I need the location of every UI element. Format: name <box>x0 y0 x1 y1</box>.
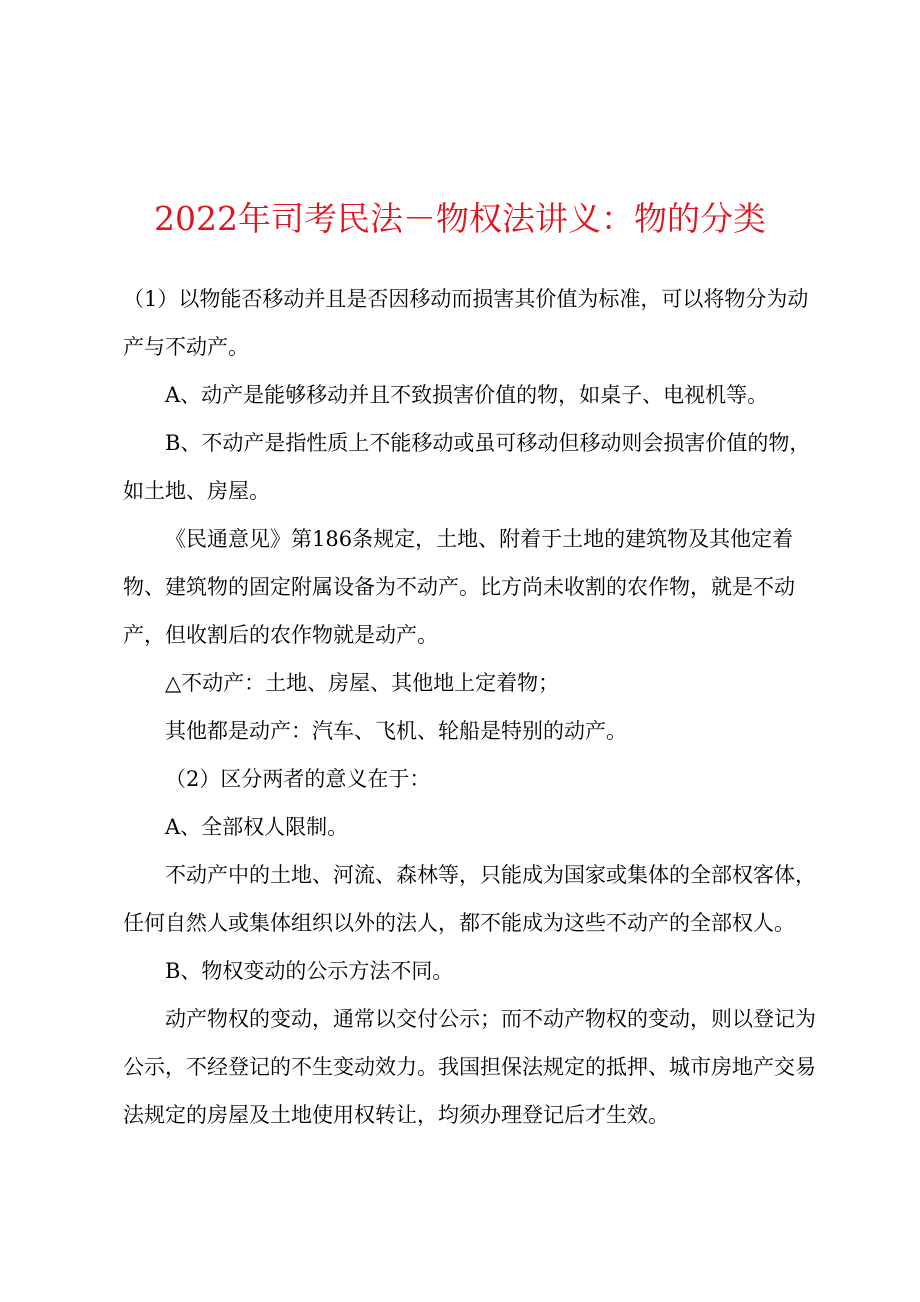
paragraph-10: B、物权变动的公示方法不同。 <box>165 959 454 983</box>
paragraph-6: 其他都是动产：汽车、飞机、轮船是特别的动产。 <box>165 719 627 743</box>
paragraph-3: B、不动产是指性质上不能移动或虽可移动但移动则会损害价值的物，如土地、房屋。 <box>123 431 811 503</box>
paragraph-7: （2）区分两者的意义在于： <box>165 767 431 791</box>
document-title: 2022年司考民法－物权法讲义：物的分类 <box>154 199 766 238</box>
paragraph-4: 《民通意见》第186条规定，土地、附着于土地的建筑物及其他定着物、建筑物的固定附属设备为不动产。比方尚未收割的农作物，就是不动产，但收割后的农作物就是动产。 <box>123 527 795 647</box>
paragraph-2: A、动产是能够移动并且不致损害价值的物，如桌子、电视机等。 <box>165 383 769 407</box>
paragraph-8: A、全部权人限制。 <box>165 815 349 839</box>
paragraph-5: △不动产：土地、房屋、其他地上定着物； <box>165 671 560 695</box>
paragraph-1: （1）以物能否移动并且是否因移动而损害其价值为标准，可以将物分为动产与不动产。 <box>123 287 809 359</box>
paragraph-11: 动产物权的变动，通常以交付公示；而不动产物权的变动，则以登记为公示，不经登记的不生变动效力。我国担保法规定的抵押、城市房地产交易法规定的房屋及土地使用权转让，均须办理登记后才生效。 <box>123 1007 816 1127</box>
paragraph-9: 不动产中的土地、河流、森林等，只能成为国家或集体的全部权客体，任何自然人或集体组织以外的法人，都不能成为这些不动产的全部权人。 <box>123 863 816 935</box>
